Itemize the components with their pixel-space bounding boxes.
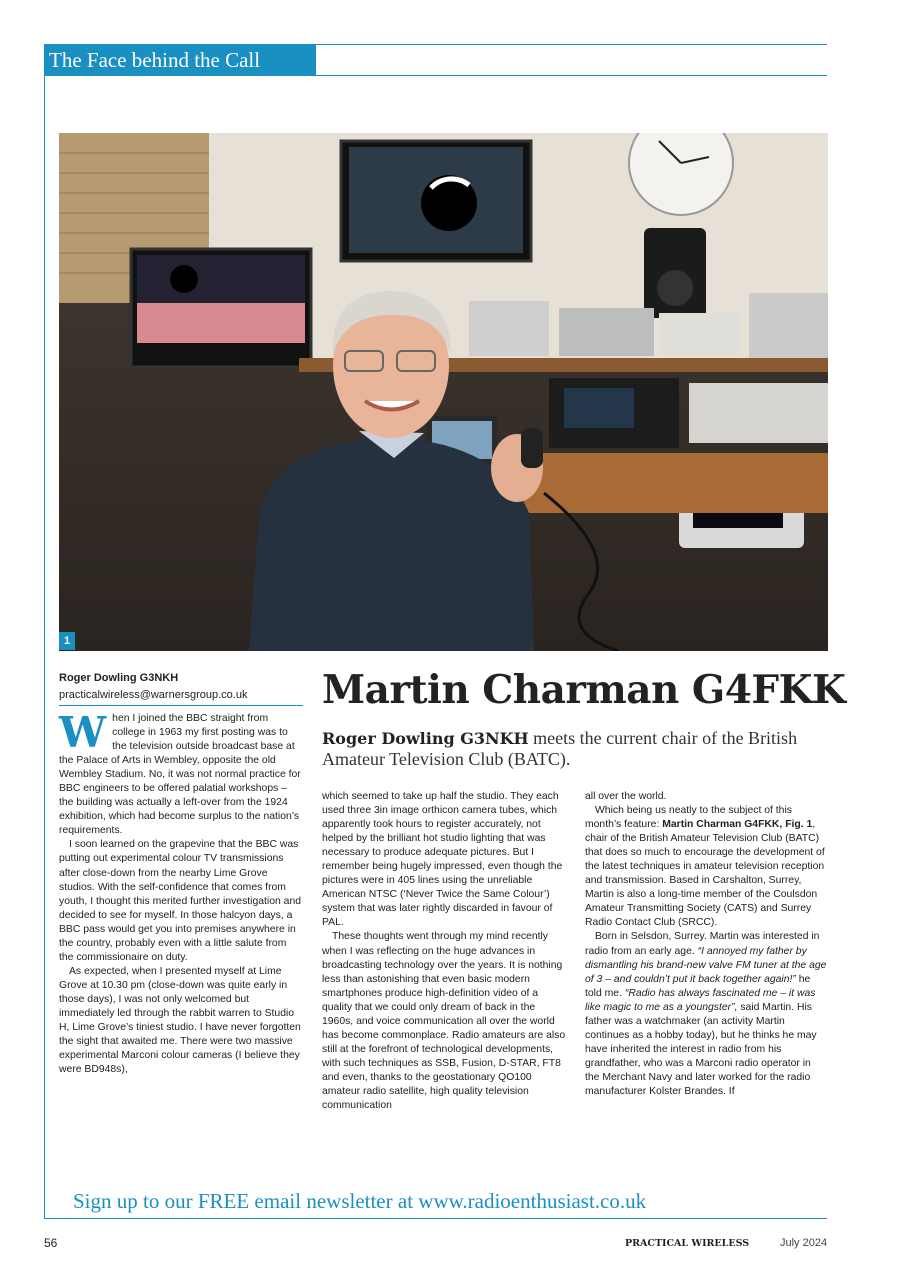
paragraph-text: , chair of the British Amateur Television Club (BATC) that does so much to encourage the development of the latest techniques in amateur television reception and transmission. Based in Carshalton, Surrey, Martin is also a long-time member of the Coulsdon Amateur Transmitting Society (CATS) and Surrey Radio Contact Club (SRCC).: [585, 819, 825, 929]
subject-name: Martin Charman G4FKK, Fig. 1: [662, 819, 813, 831]
header-rule-bottom: [316, 75, 827, 76]
paragraph-text: said Martin. His father was a watchmaker (an activity Martin continues as a hobby today), but he thinks he may have inherited the interest in radio from his grandfather, who was a Marconi radio operator in the Merchant Navy and later worked for the radio manufacturer Kolster Brandes. If: [585, 1001, 817, 1097]
photo-illustration: [59, 133, 828, 651]
issue-date: July 2024: [780, 1237, 828, 1249]
paragraph-text: he told me.: [585, 973, 811, 999]
paragraph-text: hen I joined the BBC straight from college in 1963 my first posting was to the television outside broadcast base at the Palace of Arts in Wembley, opposite the old Wembley Stadium. No, it was not normal practice for BBC engineers to be offered palatial workshops – the building was actually a left-over from the 1924 exhibition, which had become surplus to the nation’s requirements.: [59, 713, 301, 837]
article-headline: Martin Charman G4FKK: [322, 667, 846, 713]
footer-rule: [44, 1218, 827, 1219]
body-column-2: [322, 790, 566, 1113]
paragraph: [59, 708, 303, 838]
body-column-3: [585, 790, 827, 1099]
author-email[interactable]: practicalwireless@warnersgroup.co.uk: [59, 689, 248, 701]
body-column-1: [59, 708, 303, 1077]
paragraph: [585, 804, 827, 930]
byline-divider: [59, 705, 303, 706]
header-rule-top: [316, 44, 827, 45]
paragraph: As expected, when I presented myself at Lime Grove at 10.30 pm (close-down was quite early in those days), I was not only welcomed but immediately led through the rabbit warren to Studio H, Lime Grove’s tiniest studio. I have never forgotten the sight that awaited me. There were two massive experimental Marconi colour cameras (I believe they were BD948s),: [59, 965, 301, 1076]
paragraph: These thoughts went through my mind recently when I was reflecting on the huge advances in broadcasting technology over the years. It is nothing less than astonishing that even basic modern smartphones produce high-definition video of a quality that we could only dream of back in the 1960s, and voice communication all over the world has become commonplace. Radio amateurs are also still at the forefront of technological developments, with such techniques as SSB, Fusion, D-STAR, FT8 and even, thanks to the geostationary QO100 amateur radio satellite, high quality television communication: [322, 931, 566, 1112]
author-name: Roger Dowling G3NKH: [59, 672, 179, 684]
drop-cap: W: [59, 708, 107, 757]
figure-number-badge: 1: [59, 632, 75, 650]
magazine-title: PRACTICAL WIRELESS: [625, 1238, 750, 1249]
standfirst-text: meets the current chair of the British Amateur Television Club (BATC).: [322, 728, 798, 769]
paragraph: I soon learned on the grapevine that the BBC was putting out experimental colour TV transmissions after close-down from the nearby Lime Grove studios. With the self-confidence that comes from youth, I thought this merited further investigation and decided to see for myself. In those halcyon days, a BBC pass would get you into premises anywhere in the country, probably even with a little salute from the commissionaire on duty.: [59, 839, 302, 963]
paragraph: [585, 930, 827, 1099]
newsletter-signup-link[interactable]: Sign up to our FREE email newsletter at www.radioenthusiast.co.uk: [73, 1189, 647, 1213]
article-standfirst: [322, 728, 827, 769]
paragraph: all over the world.: [585, 791, 667, 802]
standfirst-author: Roger Dowling G3NKH: [322, 729, 529, 748]
left-margin-rule: [44, 76, 45, 1219]
quote: “Radio has always fascinated me – it was like magic to me as a youngster”,: [585, 987, 816, 1013]
paragraph-text: Born in Selsdon, Surrey. Martin was interested in radio from an early age.: [585, 931, 820, 957]
paragraph-text: Which being us neatly to the subject of this month’s feature:: [585, 805, 792, 831]
page-number: 56: [44, 1236, 58, 1250]
section-label: The Face behind the Call: [49, 48, 261, 72]
quote: “I annoyed my father by dismantling his brand-new valve FM tuner at the age of 3 – and couldn’t put it back together again!”: [585, 945, 827, 985]
paragraph: which seemed to take up half the studio. They each used three 3in image orthicon camera tubes, which apparently took hours to register accurately, not helped by the brilliant hot studio lighting that was necessary to produce adequate pictures. But I remember being hugely impressed, even though the pictures were in 405 lines using the unreliable American NTSC (‘Never Twice the Same Colour’) system that was later rightly discarded in favour of PAL.: [322, 791, 563, 929]
feature-photo: [59, 133, 828, 651]
